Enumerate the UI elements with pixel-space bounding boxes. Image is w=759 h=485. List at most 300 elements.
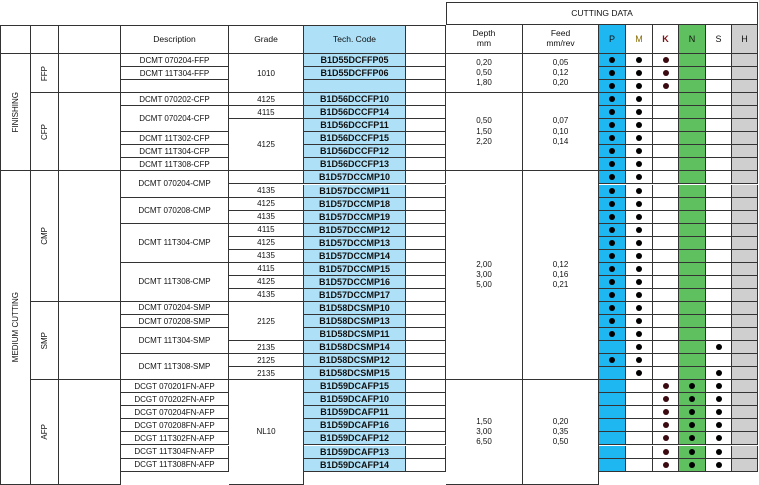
group-finishing xyxy=(0,54,31,171)
material-n-cell xyxy=(679,354,706,367)
material-h-cell xyxy=(732,315,758,328)
tech-code-cell xyxy=(304,145,406,158)
material-k-cell xyxy=(653,198,679,211)
material-s-cell xyxy=(706,276,732,289)
material-s-cell xyxy=(706,315,732,328)
material-s-cell xyxy=(706,289,732,302)
material-s-cell xyxy=(706,393,732,406)
material-s-cell xyxy=(706,93,732,106)
blank-column-2-cell xyxy=(406,237,446,250)
grade-value: 2135 xyxy=(257,342,275,352)
blank-column-2-cell xyxy=(406,80,446,93)
applicability-dot-icon xyxy=(716,383,722,389)
material-label-m: M xyxy=(635,33,643,44)
depth-cell xyxy=(446,171,523,380)
material-k-cell xyxy=(653,367,679,380)
tech-code: B1D59DCAFP14 xyxy=(319,459,390,470)
material-s-cell xyxy=(706,185,732,198)
tech-code-cell xyxy=(304,237,406,250)
group-label: MEDIUM CUTTING xyxy=(11,292,20,363)
tech-code: B1D58DCSMP14 xyxy=(319,342,390,353)
insert-description: DCGT 11T302FN-AFP xyxy=(134,433,215,443)
header-feed-line: mm/rev xyxy=(546,38,575,48)
material-s-cell xyxy=(706,67,732,80)
tech-code-cell xyxy=(304,67,406,80)
header-depth xyxy=(446,25,523,54)
header-depth-line: mm xyxy=(476,38,492,48)
blank-column-2-cell xyxy=(406,132,446,145)
description-cell xyxy=(121,80,229,93)
header-blank-group xyxy=(0,25,31,54)
applicability-dot-icon xyxy=(609,122,615,128)
depth-value: 2,00 xyxy=(476,259,492,269)
material-label-p: P xyxy=(608,33,615,44)
material-h-cell xyxy=(732,406,758,419)
header-grade-label: Grade xyxy=(254,33,278,44)
tech-code: B1D57DCCMP18 xyxy=(318,198,391,209)
depth-value: 5,00 xyxy=(476,280,492,290)
blank-column-cell xyxy=(59,93,121,171)
applicability-dot-icon xyxy=(663,462,669,468)
material-h-cell xyxy=(732,106,758,119)
material-h-cell xyxy=(732,328,758,341)
material-k-cell xyxy=(653,185,679,198)
header-blank-2 xyxy=(406,25,446,54)
material-p-cell xyxy=(599,250,626,263)
applicability-dot-icon xyxy=(609,292,615,298)
insert-description: DCMT 070204-CFP xyxy=(139,114,210,124)
material-s-cell xyxy=(706,459,732,472)
material-s-cell xyxy=(706,198,732,211)
applicability-dot-icon xyxy=(636,344,642,350)
material-s-cell xyxy=(706,406,732,419)
applicability-dot-icon xyxy=(636,292,642,298)
cutting-data-label: CUTTING DATA xyxy=(571,7,633,18)
description-cell xyxy=(121,432,229,445)
material-k-cell xyxy=(653,289,679,302)
blank-column-2-cell xyxy=(406,211,446,224)
tech-code: B1D57DCCMP16 xyxy=(318,276,391,287)
tech-code-cell xyxy=(304,158,406,171)
feed-value: 0,20 xyxy=(552,416,569,426)
material-p-cell xyxy=(599,54,626,67)
material-p-cell xyxy=(599,132,626,145)
blank-column-2-cell xyxy=(406,328,446,341)
applicability-dot-icon xyxy=(636,279,642,285)
tech-code-cell xyxy=(304,211,406,224)
tech-code-cell xyxy=(304,367,406,380)
blank-column-2-cell xyxy=(406,106,446,119)
material-h-cell xyxy=(732,393,758,406)
tech-code: B1D57DCCMP14 xyxy=(318,250,391,261)
material-m-cell xyxy=(626,185,653,198)
insert-description: DCMT 11T304-FFP xyxy=(139,68,210,78)
group-medium-cutting xyxy=(0,171,31,484)
applicability-dot-icon xyxy=(689,409,695,415)
material-h-cell xyxy=(732,446,758,459)
material-m-cell xyxy=(626,419,653,432)
insert-description: DCMT 070204-FFP xyxy=(139,55,210,65)
header-material-s xyxy=(706,25,732,54)
blank-column-2-cell xyxy=(406,302,446,315)
applicability-dot-icon xyxy=(609,135,615,141)
material-p-cell xyxy=(599,224,626,237)
blank-column-2-cell xyxy=(406,341,446,354)
depth-value: 0,50 xyxy=(476,116,492,126)
material-n-cell xyxy=(679,328,706,341)
tech-code: B1D59DCAFP15 xyxy=(319,381,390,392)
applicability-dot-icon xyxy=(663,57,669,63)
feed-value: 0,35 xyxy=(552,426,569,436)
applicability-dot-icon xyxy=(716,396,722,402)
header-description xyxy=(121,25,229,54)
applicability-dot-icon xyxy=(663,449,669,455)
material-h-cell xyxy=(732,185,758,198)
applicability-dot-icon xyxy=(609,279,615,285)
blank-column-2-cell xyxy=(406,145,446,158)
grade-cell xyxy=(229,237,304,250)
material-k-cell xyxy=(653,119,679,132)
material-s-cell xyxy=(706,302,732,315)
material-n-cell xyxy=(679,132,706,145)
blank-column-2-cell xyxy=(406,54,446,67)
grade-cell xyxy=(229,367,304,380)
insert-description: DCMT 11T304-CFP xyxy=(139,146,210,156)
grade-value: NL10 xyxy=(256,427,276,437)
applicability-dot-icon xyxy=(716,462,722,468)
material-label-k: K xyxy=(662,33,669,44)
tech-code-cell xyxy=(304,132,406,145)
material-h-cell xyxy=(732,80,758,93)
material-s-cell xyxy=(706,380,732,393)
material-h-cell xyxy=(732,341,758,354)
applicability-dot-icon xyxy=(636,331,642,337)
material-n-cell xyxy=(679,446,706,459)
material-k-cell xyxy=(653,393,679,406)
blank-column-2-cell xyxy=(406,276,446,289)
tech-code: B1D56DCCFP11 xyxy=(320,120,389,131)
tech-code-cell xyxy=(304,406,406,419)
grade-cell xyxy=(229,171,304,184)
material-p-cell xyxy=(599,119,626,132)
grade-value: 4115 xyxy=(257,107,275,117)
tech-code-cell xyxy=(304,93,406,106)
applicability-dot-icon xyxy=(636,109,642,115)
material-p-cell xyxy=(599,289,626,302)
material-p-cell xyxy=(599,406,626,419)
insert-description: DCMT 11T304-CMP xyxy=(138,238,211,248)
tech-code: B1D58DCSMP11 xyxy=(319,329,390,340)
insert-description: DCGT 070202FN-AFP xyxy=(134,394,215,404)
description-cell xyxy=(121,54,229,67)
applicability-dot-icon xyxy=(609,305,615,311)
insert-description: DCMT 11T304-SMP xyxy=(138,336,211,346)
material-s-cell xyxy=(706,354,732,367)
material-n-cell xyxy=(679,67,706,80)
insert-description: DCGT 070208FN-AFP xyxy=(134,420,215,430)
header-material-p xyxy=(599,25,626,54)
material-k-cell xyxy=(653,419,679,432)
material-h-cell xyxy=(732,119,758,132)
grade-cell xyxy=(229,354,304,367)
material-m-cell xyxy=(626,393,653,406)
material-s-cell xyxy=(706,367,732,380)
applicability-dot-icon xyxy=(609,214,615,220)
description-cell xyxy=(121,406,229,419)
tech-code-cell xyxy=(304,380,406,393)
applicability-dot-icon xyxy=(716,344,722,350)
material-h-cell xyxy=(732,289,758,302)
tech-code: B1D59DCAFP12 xyxy=(319,433,390,444)
depth-value: 2,20 xyxy=(476,136,492,146)
material-h-cell xyxy=(732,224,758,237)
grade-cell xyxy=(229,119,304,171)
material-k-cell xyxy=(653,446,679,459)
grade-value: 4125 xyxy=(257,94,275,104)
applicability-dot-icon xyxy=(609,148,615,154)
material-p-cell xyxy=(599,315,626,328)
grade-value: 4135 xyxy=(257,290,275,300)
material-m-cell xyxy=(626,302,653,315)
depth-value: 0,50 xyxy=(476,67,492,77)
blank-column-2-cell xyxy=(406,315,446,328)
material-h-cell xyxy=(732,419,758,432)
material-s-cell xyxy=(706,158,732,171)
description-cell xyxy=(121,171,229,197)
material-label-s: S xyxy=(715,33,722,44)
tech-code: B1D57DCCMP19 xyxy=(318,211,391,222)
material-n-cell xyxy=(679,158,706,171)
material-k-cell xyxy=(653,224,679,237)
applicability-dot-icon xyxy=(636,188,642,194)
material-s-cell xyxy=(706,80,732,93)
material-h-cell xyxy=(732,250,758,263)
material-s-cell xyxy=(706,446,732,459)
grade-value: 4125 xyxy=(257,199,275,209)
material-p-cell xyxy=(599,354,626,367)
material-k-cell xyxy=(653,354,679,367)
material-h-cell xyxy=(732,263,758,276)
feed-cell xyxy=(523,54,599,93)
material-n-cell xyxy=(679,185,706,198)
insert-description: DCMT 11T302-CFP xyxy=(139,133,210,143)
material-n-cell xyxy=(679,432,706,445)
material-s-cell xyxy=(706,432,732,445)
material-h-cell xyxy=(732,432,758,445)
applicability-dot-icon xyxy=(663,409,669,415)
blank-column-2-cell xyxy=(406,406,446,419)
insert-description: DCGT 070201FN-AFP xyxy=(134,381,215,391)
cutting-data-header xyxy=(446,2,758,25)
applicability-dot-icon xyxy=(636,161,642,167)
tech-code-cell xyxy=(304,80,406,93)
material-k-cell xyxy=(653,171,679,184)
material-k-cell xyxy=(653,459,679,472)
material-k-cell xyxy=(653,380,679,393)
material-k-cell xyxy=(653,67,679,80)
feed-value: 0,50 xyxy=(552,437,569,447)
subgroup-cfp xyxy=(31,93,59,171)
material-p-cell xyxy=(599,145,626,158)
depth-value: 3,00 xyxy=(476,426,492,436)
grade-value: 4125 xyxy=(257,277,275,287)
tech-code-cell xyxy=(304,185,406,198)
applicability-dot-icon xyxy=(663,70,669,76)
material-k-cell xyxy=(653,432,679,445)
tech-code: B1D59DCAFP13 xyxy=(319,446,390,457)
feed-value: 0,14 xyxy=(552,136,569,146)
material-s-cell xyxy=(706,171,732,184)
applicability-dot-icon xyxy=(716,422,722,428)
material-m-cell xyxy=(626,250,653,263)
depth-value: 6,50 xyxy=(476,437,492,447)
tech-code-cell xyxy=(304,432,406,445)
tech-code-cell xyxy=(304,119,406,132)
subgroup-afp xyxy=(31,380,59,484)
material-h-cell xyxy=(732,459,758,472)
applicability-dot-icon xyxy=(609,318,615,324)
header-depth-line: Depth xyxy=(472,28,496,39)
material-n-cell xyxy=(679,171,706,184)
applicability-dot-icon xyxy=(663,383,669,389)
blank-column-2-cell xyxy=(406,224,446,237)
material-s-cell xyxy=(706,145,732,158)
material-p-cell xyxy=(599,302,626,315)
header-material-n xyxy=(679,25,706,54)
material-h-cell xyxy=(732,367,758,380)
material-p-cell xyxy=(599,328,626,341)
grade-value: 4125 xyxy=(257,140,275,150)
description-cell xyxy=(121,263,229,302)
material-m-cell xyxy=(626,145,653,158)
material-m-cell xyxy=(626,406,653,419)
material-n-cell xyxy=(679,250,706,263)
applicability-dot-icon xyxy=(636,214,642,220)
tech-code-cell xyxy=(304,419,406,432)
material-k-cell xyxy=(653,263,679,276)
material-s-cell xyxy=(706,237,732,250)
material-h-cell xyxy=(732,380,758,393)
grade-value: 4135 xyxy=(257,251,275,261)
material-h-cell xyxy=(732,171,758,184)
material-k-cell xyxy=(653,93,679,106)
blank-column-2-cell xyxy=(406,446,446,459)
material-k-cell xyxy=(653,328,679,341)
grade-value: 4135 xyxy=(257,212,275,222)
material-h-cell xyxy=(732,93,758,106)
tech-code: B1D58DCSMP13 xyxy=(319,316,390,327)
material-s-cell xyxy=(706,250,732,263)
material-m-cell xyxy=(626,80,653,93)
applicability-dot-icon xyxy=(609,331,615,337)
tech-code: B1D55DCFFP05 xyxy=(320,55,389,66)
tech-code: B1D57DCCMP15 xyxy=(318,263,391,274)
depth-value: 1,50 xyxy=(476,126,492,136)
tech-code-cell xyxy=(304,54,406,67)
applicability-dot-icon xyxy=(636,201,642,207)
depth-value: 0,20 xyxy=(476,57,492,67)
tech-code-cell xyxy=(304,393,406,406)
material-k-cell xyxy=(653,406,679,419)
description-cell xyxy=(121,328,229,354)
applicability-dot-icon xyxy=(636,227,642,233)
applicability-dot-icon xyxy=(716,370,722,376)
material-m-cell xyxy=(626,106,653,119)
tech-code: B1D55DCFFP06 xyxy=(320,68,389,79)
grade-cell xyxy=(229,341,304,354)
applicability-dot-icon xyxy=(636,148,642,154)
depth-cell xyxy=(446,54,523,93)
material-p-cell xyxy=(599,367,626,380)
tech-code-cell xyxy=(304,198,406,211)
tech-code: B1D58DCSMP10 xyxy=(319,302,390,313)
grade-cell xyxy=(229,54,304,93)
applicability-dot-icon xyxy=(716,435,722,441)
material-n-cell xyxy=(679,406,706,419)
material-m-cell xyxy=(626,54,653,67)
material-n-cell xyxy=(679,224,706,237)
material-k-cell xyxy=(653,132,679,145)
tech-code-cell xyxy=(304,315,406,328)
tech-code: B1D56DCCFP14 xyxy=(319,107,390,118)
material-n-cell xyxy=(679,211,706,224)
material-n-cell xyxy=(679,459,706,472)
material-k-cell xyxy=(653,276,679,289)
material-m-cell xyxy=(626,211,653,224)
blank-column-2-cell xyxy=(406,289,446,302)
tech-code: B1D59DCAFP11 xyxy=(320,407,389,418)
description-cell xyxy=(121,315,229,328)
material-n-cell xyxy=(679,119,706,132)
material-label-n: N xyxy=(688,33,696,44)
material-s-cell xyxy=(706,224,732,237)
applicability-dot-icon xyxy=(609,357,615,363)
grade-value: 4135 xyxy=(257,186,275,196)
subgroup-cmp xyxy=(31,171,59,302)
tech-code-cell xyxy=(304,302,406,315)
description-cell xyxy=(121,419,229,432)
material-n-cell xyxy=(679,289,706,302)
material-h-cell xyxy=(732,211,758,224)
applicability-dot-icon xyxy=(663,396,669,402)
tech-code-cell xyxy=(304,250,406,263)
blank-column-2-cell xyxy=(406,171,446,184)
applicability-dot-icon xyxy=(609,240,615,246)
insert-description: DCMT 11T308-CFP xyxy=(139,159,210,169)
material-n-cell xyxy=(679,341,706,354)
depth-cell xyxy=(446,380,523,484)
material-m-cell xyxy=(626,198,653,211)
material-n-cell xyxy=(679,237,706,250)
material-m-cell xyxy=(626,328,653,341)
material-p-cell xyxy=(599,171,626,184)
material-n-cell xyxy=(679,380,706,393)
grade-value: 2135 xyxy=(257,368,275,378)
description-cell xyxy=(121,354,229,380)
applicability-dot-icon xyxy=(636,122,642,128)
applicability-dot-icon xyxy=(716,409,722,415)
material-p-cell xyxy=(599,185,626,198)
material-k-cell xyxy=(653,237,679,250)
description-cell xyxy=(121,224,229,263)
header-tech-code xyxy=(304,25,406,54)
material-p-cell xyxy=(599,158,626,171)
description-cell xyxy=(121,145,229,158)
material-p-cell xyxy=(599,106,626,119)
grade-cell xyxy=(229,250,304,263)
applicability-dot-icon xyxy=(716,449,722,455)
blank-column-cell xyxy=(59,171,121,302)
